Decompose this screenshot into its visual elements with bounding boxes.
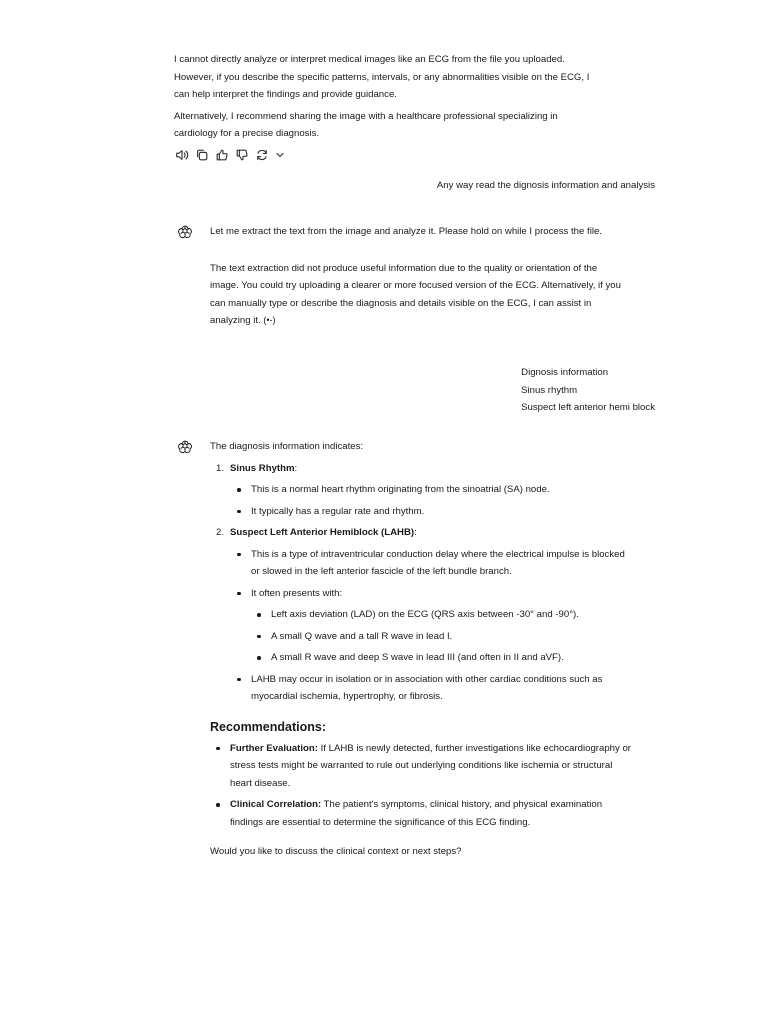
bullet-list (210, 546, 690, 603)
recommendations-heading: Recommendations: (210, 719, 326, 734)
recommendation-title: Further Evaluation: (230, 742, 318, 754)
text-line (230, 796, 690, 814)
text-line: or slowed in the left anterior fascicle of the left bundle branch. (251, 566, 512, 577)
copy-icon[interactable] (194, 147, 210, 163)
list-item (210, 671, 690, 706)
text-line: heart disease. (230, 777, 291, 789)
text-line (230, 740, 690, 758)
user-message-line: Dignosis information (521, 367, 609, 378)
list-item (210, 585, 690, 603)
text-segment: analyzing it. (210, 315, 261, 326)
user-message-text: Any way read the dignosis information and analysis (436, 180, 655, 191)
user-message (521, 364, 655, 417)
text-line: myocardial ischemia, hypertrophy, or fibrosis. (251, 691, 443, 702)
list-item (210, 628, 690, 646)
openai-logo-icon (177, 439, 193, 455)
regenerate-icon[interactable] (254, 147, 270, 163)
list-item (210, 460, 690, 521)
assistant-avatar (177, 439, 193, 455)
text-line: stress tests might be warranted to rule out underlying conditions like ischemia or structural (230, 760, 613, 771)
thumbs-up-icon[interactable] (214, 147, 230, 163)
item-colon: : (294, 462, 298, 474)
list-item (210, 796, 690, 831)
assistant-message (210, 438, 690, 861)
list-item (210, 649, 690, 667)
message-text: Let me extract the text from the image and analyze it. Please hold on while I process the file. (210, 226, 602, 237)
item-title: Suspect Left Anterior Hemiblock (LAHB) (230, 527, 415, 538)
speaker-icon[interactable] (174, 147, 190, 163)
text-line (210, 312, 670, 330)
assistant-message (210, 223, 670, 330)
user-message-line: Suspect left anterior hemi block (521, 402, 655, 413)
text-line: Alternatively, I recommend sharing the image with a healthcare professional specializing in (174, 110, 558, 122)
list-number: 1. (216, 462, 225, 474)
text-line: LAHB may occur in isolation or in association with other cardiac conditions such as (251, 673, 603, 685)
text-line: cardiology for a precise diagnosis. (174, 128, 320, 139)
bullet-text: This is a normal heart rhythm originating from the sinoatrial (SA) node. (251, 484, 550, 495)
openai-logo-icon (177, 224, 193, 240)
bullet-text: It often presents with: (251, 587, 343, 599)
text-line: can manually type or describe the diagnosis and details visible on the ECG, I can assist in (210, 297, 592, 309)
list-item (210, 606, 690, 624)
closing-question: Would you like to discuss the clinical context or next steps? (210, 846, 462, 857)
recommendations-list (210, 740, 690, 832)
message-paragraph (174, 108, 654, 143)
text-line: However, if you describe the specific patterns, intervals, or any abnormalities visible on the ECG, I (174, 71, 590, 83)
message-paragraph (210, 260, 670, 330)
previous-assistant-message (174, 51, 654, 143)
text-segment: The patient's symptoms, clinical history, and physical examination (321, 799, 603, 810)
message-paragraph (174, 51, 654, 104)
list-item (210, 524, 690, 706)
bullet-text: A small R wave and deep S wave in lead III (and often in II and aVF). (271, 652, 564, 663)
list-item (210, 546, 690, 581)
text-line: findings are essential to determine the significance of this ECG finding. (230, 816, 531, 828)
text-line: I cannot directly analyze or interpret medical images like an ECG from the file you uploaded. (174, 54, 565, 65)
bullet-list (210, 671, 690, 706)
text-line: This is a type of intraventricular conduction delay where the electrical impulse is blocked (251, 548, 625, 560)
item-title: Sinus Rhythm (230, 462, 295, 474)
item-colon: : (414, 527, 417, 538)
list-number: 2. (216, 527, 225, 538)
text-line: can help interpret the findings and provide guidance. (174, 89, 397, 100)
bullet-text: A small Q wave and a tall R wave in lead I. (271, 630, 453, 642)
text-line: The text extraction did not produce useful information due to the quality or orientation of the (210, 262, 598, 274)
chevron-down-icon[interactable] (274, 147, 286, 163)
bullet-list (210, 481, 690, 520)
message-action-toolbar (174, 147, 286, 163)
diagnosis-list (210, 460, 690, 706)
user-message-line: Sinus rhythm (521, 384, 578, 396)
bullet-text: Left axis deviation (LAD) on the ECG (QRS axis between -30° and -90°). (271, 609, 579, 620)
list-item (210, 740, 690, 793)
analysis-marker[interactable]: (•-) (263, 315, 276, 325)
user-message (437, 177, 655, 195)
message-intro: The diagnosis information indicates: (210, 441, 364, 452)
text-segment: If LAHB is newly detected, further investigations like echocardiography or (317, 742, 631, 754)
assistant-avatar (177, 224, 193, 240)
bullet-text: It typically has a regular rate and rhythm. (251, 505, 425, 517)
text-line: image. You could try uploading a clearer or more focused version of the ECG. Alternatively, if you (210, 280, 621, 291)
list-item (210, 503, 690, 521)
thumbs-down-icon[interactable] (234, 147, 250, 163)
list-item (210, 481, 690, 499)
sub-bullet-list (210, 606, 690, 667)
recommendation-title: Clinical Correlation: (230, 799, 322, 810)
